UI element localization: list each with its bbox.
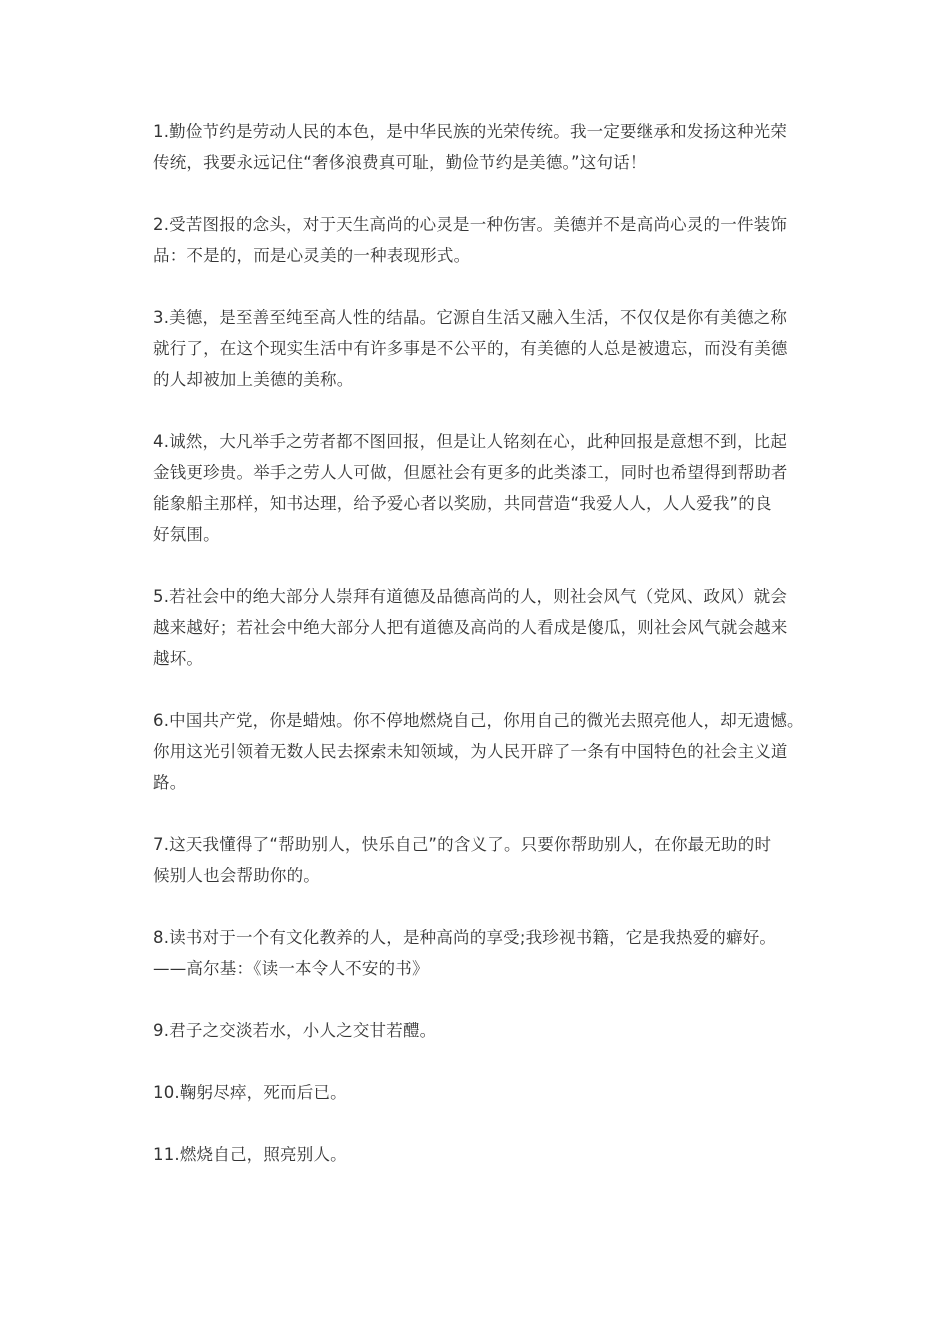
paragraph-8 [153, 922, 793, 984]
paragraph-line: 候别人也会帮助你的。 [153, 866, 320, 885]
paragraph-line: ——高尔基：《读一本令人不安的书》 [153, 959, 429, 978]
paragraph-line: 10.鞠躬尽瘁，死而后已。 [153, 1083, 347, 1102]
paragraph-line: 5.若社会中的绝大部分人崇拜有道德及品德高尚的人，则社会风气（党风、政风）就会 [153, 587, 788, 606]
paragraph-line: 的人却被加上美德的美称。 [153, 370, 354, 389]
paragraph-line: 3.美德，是至善至纯至高人性的结晶。它源自生活又融入生活，不仅仅是你有美德之称 [153, 308, 788, 327]
paragraph-7 [153, 829, 793, 891]
paragraph-line: 越来越好；若社会中绝大部分人把有道德及高尚的人看成是傻瓜，则社会风气就会越来 [153, 618, 788, 637]
paragraph-line: 你用这光引领着无数人民去探索未知领域，为人民开辟了一条有中国特色的社会主义道 [153, 742, 788, 761]
paragraph-line: 越坏。 [153, 649, 204, 668]
paragraph-line: 11.燃烧自己，照亮别人。 [153, 1145, 347, 1164]
paragraph-line: 2.受苦图报的念头，对于天生高尚的心灵是一种伤害。美德并不是高尚心灵的一件装饰 [153, 215, 788, 234]
paragraph-4 [153, 426, 793, 550]
paragraph-line: 4.诚然，大凡举手之劳者都不图回报，但是让人铭刻在心，此种回报是意想不到，比起 [153, 432, 788, 451]
paragraph-2 [153, 209, 793, 271]
paragraph-1 [153, 116, 793, 178]
paragraph-9 [153, 1015, 793, 1046]
paragraph-5 [153, 581, 793, 674]
paragraph-line: 1.勤俭节约是劳动人民的本色，是中华民族的光荣传统。我一定要继承和发扬这种光荣 [153, 122, 788, 141]
paragraph-line: 8.读书对于一个有文化教养的人，是种高尚的享受;我珍视书籍，它是我热爱的癖好。 [153, 928, 777, 947]
paragraph-3 [153, 302, 793, 395]
paragraph-10 [153, 1077, 793, 1108]
paragraph-line: 金钱更珍贵。举手之劳人人可做，但愿社会有更多的此类漆工，同时也希望得到帮助者 [153, 463, 788, 482]
paragraph-line: 6.中国共产党，你是蜡烛。你不停地燃烧自己，你用自己的微光去照亮他人，却无遗憾。 [153, 711, 804, 730]
paragraph-11 [153, 1139, 793, 1170]
paragraph-line: 就行了，在这个现实生活中有许多事是不公平的，有美德的人总是被遗忘，而没有美德 [153, 339, 788, 358]
paragraph-line: 品：不是的，而是心灵美的一种表现形式。 [153, 246, 471, 265]
paragraph-line: 好氛围。 [153, 525, 220, 544]
paragraph-6 [153, 705, 804, 798]
paragraph-line: 路。 [153, 773, 187, 792]
paragraph-line: 传统，我要永远记住“奢侈浪费真可耻，勤俭节约是美德。”这句话！ [153, 153, 647, 172]
paragraph-line: 7.这天我懂得了“帮助别人，快乐自己”的含义了。只要你帮助别人，在你最无助的时 [153, 835, 772, 854]
paragraph-line: 能象船主那样，知书达理，给予爱心者以奖励，共同营造“我爱人人，人人爱我”的良 [153, 494, 772, 513]
paragraph-line: 9.君子之交淡若水，小人之交甘若醴。 [153, 1021, 437, 1040]
document-body [153, 116, 804, 1201]
